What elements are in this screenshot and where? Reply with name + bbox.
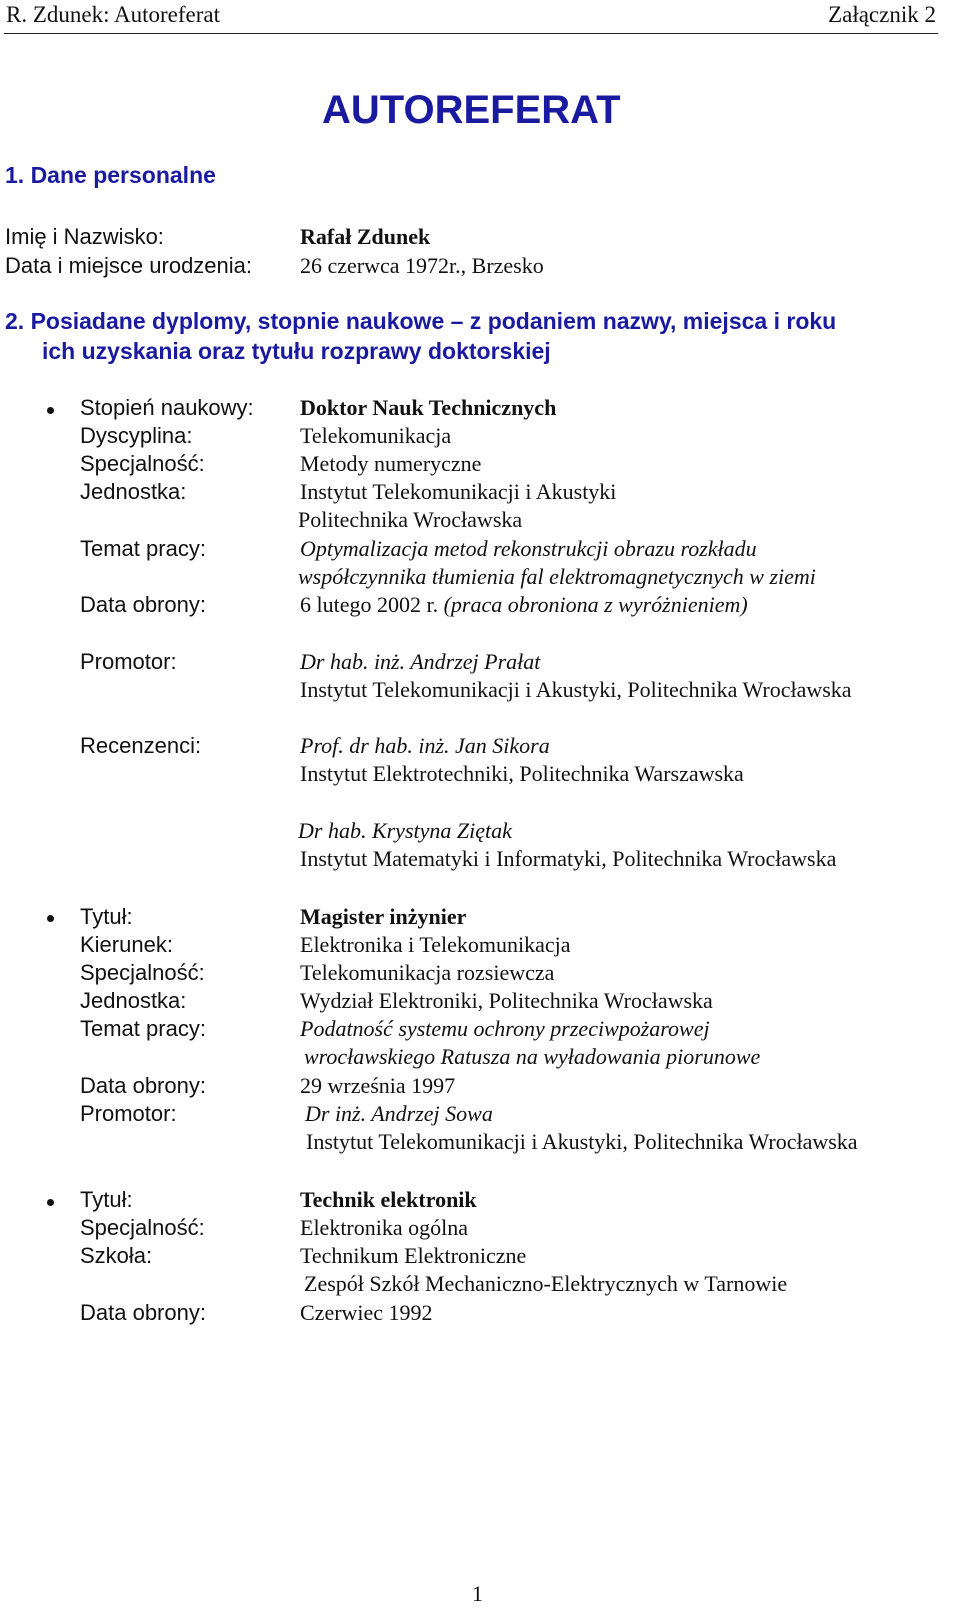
tech-defense-value: Czerwiec 1992 — [300, 1300, 433, 1325]
tech-title-value: Technik elektronik — [300, 1187, 477, 1212]
phd-topic-value-line-1: Optymalizacja metod rekonstrukcji obrazu rozkładu — [300, 536, 757, 561]
bullet-icon — [47, 915, 54, 922]
phd-defense-label: Data obrony: — [80, 592, 206, 617]
msc-topic-value-line-1: Podatność systemu ochrony przeciwpożarowej — [300, 1016, 710, 1041]
phd-topic-value-line-2: współczynnika tłumienia fal elektromagnetycznych w ziemi — [298, 564, 816, 589]
section-2-heading-line-2: ich uzyskania oraz tytułu rozprawy doktorskiej — [42, 338, 551, 364]
tech-school-value-line-1: Technikum Elektroniczne — [300, 1243, 527, 1268]
msc-promoter-affiliation: Instytut Telekomunikacji i Akustyki, Politechnika Wrocławska — [306, 1129, 858, 1154]
phd-defense-note: (praca obroniona z wyróżnieniem) — [443, 592, 748, 617]
phd-defense-date: 6 lutego 2002 r. — [300, 592, 444, 617]
phd-degree-label: Stopień naukowy: — [80, 395, 254, 420]
msc-topic-value-line-2: wrocławskiego Ratusza na wyładowania piorunowe — [304, 1044, 761, 1069]
header-left: R. Zdunek: Autoreferat — [6, 2, 220, 27]
header-divider — [4, 33, 938, 34]
phd-specialty-value: Metody numeryczne — [300, 451, 482, 476]
msc-specialty-label: Specjalność: — [80, 960, 205, 985]
phd-discipline-value: Telekomunikacja — [300, 423, 452, 448]
phd-promoter-name: Dr hab. inż. Andrzej Prałat — [300, 649, 541, 674]
phd-degree-value: Doktor Nauk Technicznych — [300, 395, 557, 420]
phd-specialty-label: Specjalność: — [80, 451, 205, 476]
phd-defense-value — [300, 592, 748, 618]
phd-unit-label: Jednostka: — [80, 479, 187, 504]
msc-promoter-label: Promotor: — [80, 1101, 177, 1126]
page-number: 1 — [472, 1581, 483, 1606]
tech-specialty-label: Specjalność: — [80, 1215, 205, 1240]
birth-label: Data i miejsce urodzenia: — [5, 253, 253, 278]
phd-reviewer-1-name: Prof. dr hab. inż. Jan Sikora — [300, 733, 550, 758]
bullet-icon — [47, 407, 54, 414]
phd-discipline-label: Dyscyplina: — [80, 423, 193, 448]
tech-school-label: Szkoła: — [80, 1243, 153, 1268]
name-label: Imię i Nazwisko: — [5, 224, 164, 249]
phd-reviewers-label: Recenzenci: — [80, 733, 202, 758]
name-value: Rafał Zdunek — [300, 224, 431, 249]
msc-unit-value: Wydział Elektroniki, Politechnika Wrocławska — [300, 988, 713, 1013]
tech-defense-label: Data obrony: — [80, 1300, 206, 1325]
section-1-heading: 1. Dane personalne — [5, 162, 216, 188]
phd-reviewer-2-affiliation: Instytut Matematyki i Informatyki, Politechnika Wrocławska — [300, 846, 837, 871]
phd-reviewer-2-name: Dr hab. Krystyna Ziętak — [298, 818, 512, 843]
msc-field-value: Elektronika i Telekomunikacja — [300, 932, 571, 957]
msc-defense-value: 29 września 1997 — [300, 1073, 456, 1098]
phd-unit-value-line-2: Politechnika Wrocławska — [298, 507, 523, 532]
birth-value: 26 czerwca 1972r., Brzesko — [300, 253, 544, 278]
tech-specialty-value: Elektronika ogólna — [300, 1215, 469, 1240]
section-2-heading-line-1: 2. Posiadane dyplomy, stopnie naukowe – z podaniem nazwy, miejsca i roku — [5, 308, 837, 334]
msc-title-value: Magister inżynier — [300, 904, 467, 929]
bullet-icon — [47, 1199, 54, 1206]
phd-reviewer-1-affiliation: Instytut Elektrotechniki, Politechnika Warszawska — [300, 761, 744, 786]
msc-defense-label: Data obrony: — [80, 1073, 206, 1098]
msc-topic-label: Temat pracy: — [80, 1016, 206, 1041]
msc-specialty-value: Telekomunikacja rozsiewcza — [300, 960, 555, 985]
msc-unit-label: Jednostka: — [80, 988, 187, 1013]
tech-school-value-line-2: Zespół Szkół Mechaniczno-Elektrycznych w Tarnowie — [304, 1271, 788, 1296]
msc-promoter-name: Dr inż. Andrzej Sowa — [305, 1101, 493, 1126]
header-right: Załącznik 2 — [828, 2, 936, 27]
msc-title-label: Tytuł: — [80, 904, 133, 929]
tech-title-label: Tytuł: — [80, 1187, 133, 1212]
phd-promoter-label: Promotor: — [80, 649, 177, 674]
page-title: AUTOREFERAT — [322, 88, 621, 132]
phd-unit-value-line-1: Instytut Telekomunikacji i Akustyki — [300, 479, 617, 504]
phd-promoter-affiliation: Instytut Telekomunikacji i Akustyki, Politechnika Wrocławska — [300, 677, 852, 702]
phd-topic-label: Temat pracy: — [80, 536, 206, 561]
msc-field-label: Kierunek: — [80, 932, 173, 957]
